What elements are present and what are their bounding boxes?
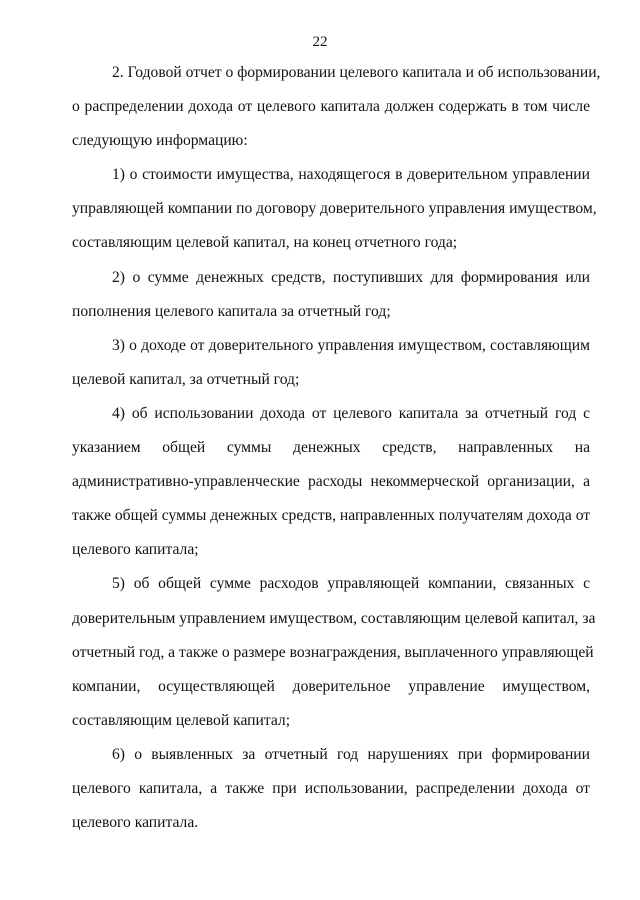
text-line: целевого капитала.	[72, 814, 199, 832]
text-line: указанием общей суммы денежных средств, направленных на	[72, 439, 590, 457]
text-line: целевого капитала;	[72, 541, 199, 559]
text-line: 1) о стоимости имущества, находящегося в доверительном управлении	[112, 166, 590, 184]
text-line: целевой капитал, за отчетный год;	[72, 370, 300, 388]
paragraph-item-6	[72, 738, 590, 840]
text-line: 2) о сумме денежных средств, поступивших для формирования или	[112, 268, 590, 286]
text-line: целевого капитала, а также при использовании, распределении дохода от	[72, 779, 590, 797]
text-line: 3) о доходе от доверительного управления имуществом, составляющим	[112, 336, 590, 354]
text-line: доверительным управлением имуществом, составляющим целевой капитал, за	[72, 609, 596, 627]
page-number: 22	[312, 34, 328, 50]
text-line: также общей суммы денежных средств, направленных получателям дохода от	[72, 507, 591, 525]
paragraph-item-5	[72, 567, 596, 737]
paragraph-item-1	[72, 158, 597, 260]
text-line: 6) о выявленных за отчетный год нарушениях при формировании	[112, 745, 590, 763]
text-line: пополнения целевого капитала за отчетный год;	[72, 302, 391, 320]
paragraph-item-4	[72, 397, 590, 567]
paragraph-item-2	[72, 261, 590, 329]
text-line: компании, осуществляющей доверительное управление имуществом,	[72, 677, 590, 695]
text-line: составляющим целевой капитал;	[72, 711, 291, 729]
text-line: административно-управленческие расходы некоммерческой организации, а	[72, 473, 590, 491]
text-line: о распределении дохода от целевого капитала должен содержать в том числе	[72, 98, 590, 116]
text-line: составляющим целевой капитал, на конец отчетного года;	[72, 234, 458, 252]
paragraph-item-3	[72, 329, 590, 397]
text-line: отчетный год, а также о размере вознаграждения, выплаченного управляющей	[72, 643, 594, 661]
text-line: 2. Годовой отчет о формировании целевого капитала и об использовании,	[112, 64, 601, 81]
text-line: 4) об использовании дохода от целевого капитала за отчетный год с	[112, 404, 590, 422]
text-line: управляющей компании по договору доверительного управления имуществом,	[72, 200, 597, 218]
text-line: следующую информацию:	[72, 132, 248, 150]
document-body	[72, 56, 601, 840]
text-line: 5) об общей сумме расходов управляющей компании, связанных с	[112, 575, 590, 593]
paragraph-annual-report-intro	[72, 56, 601, 158]
